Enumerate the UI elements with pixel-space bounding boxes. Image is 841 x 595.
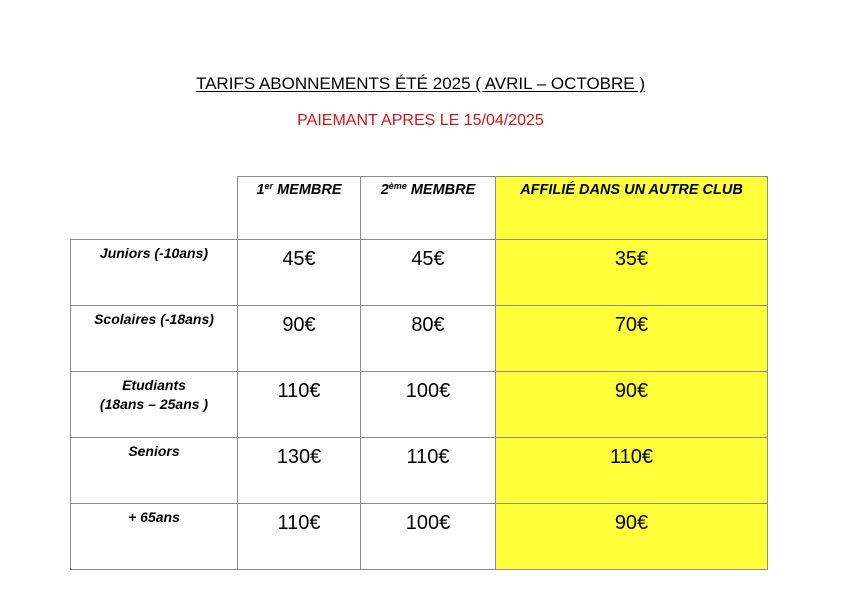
table-corner-cell xyxy=(71,177,238,240)
table-row xyxy=(71,240,768,306)
price-cell: 110€ xyxy=(361,438,496,504)
price-cell: 110€ xyxy=(238,372,361,438)
price-cell-affiliated: 35€ xyxy=(496,240,768,306)
price-cell: 110€ xyxy=(238,504,361,570)
price-cell: 100€ xyxy=(361,372,496,438)
row-label-seniors: Seniors xyxy=(71,438,238,504)
price-cell: 100€ xyxy=(361,504,496,570)
price-cell-affiliated: 70€ xyxy=(496,306,768,372)
table-header-row xyxy=(71,177,768,240)
price-cell-affiliated: 90€ xyxy=(496,504,768,570)
table-row xyxy=(71,306,768,372)
column-header-first-member: 1er MEMBRE xyxy=(238,177,361,240)
row-label-65ans: + 65ans xyxy=(71,504,238,570)
price-cell: 80€ xyxy=(361,306,496,372)
price-cell: 90€ xyxy=(238,306,361,372)
column-header-second-member: 2ème MEMBRE xyxy=(361,177,496,240)
column-header-affiliated: AFFILIÉ DANS UN AUTRE CLUB xyxy=(496,177,768,240)
page-title: TARIFS ABONNEMENTS ÉTÉ 2025 ( AVRIL – OCTOBRE ) xyxy=(195,74,646,93)
row-label-juniors: Juniors (-10ans) xyxy=(71,240,238,306)
price-cell: 130€ xyxy=(238,438,361,504)
row-label-scolaires: Scolaires (-18ans) xyxy=(71,306,238,372)
tariff-table xyxy=(70,176,768,570)
price-cell-affiliated: 110€ xyxy=(496,438,768,504)
price-cell: 45€ xyxy=(361,240,496,306)
row-label-etudiants: Etudiants (18ans – 25ans ) xyxy=(71,372,238,438)
table-row xyxy=(71,438,768,504)
table-row xyxy=(71,504,768,570)
price-cell-affiliated: 90€ xyxy=(496,372,768,438)
table-row xyxy=(71,372,768,438)
payment-notice: PAIEMANT APRES LE 15/04/2025 xyxy=(297,112,544,129)
price-cell: 45€ xyxy=(238,240,361,306)
